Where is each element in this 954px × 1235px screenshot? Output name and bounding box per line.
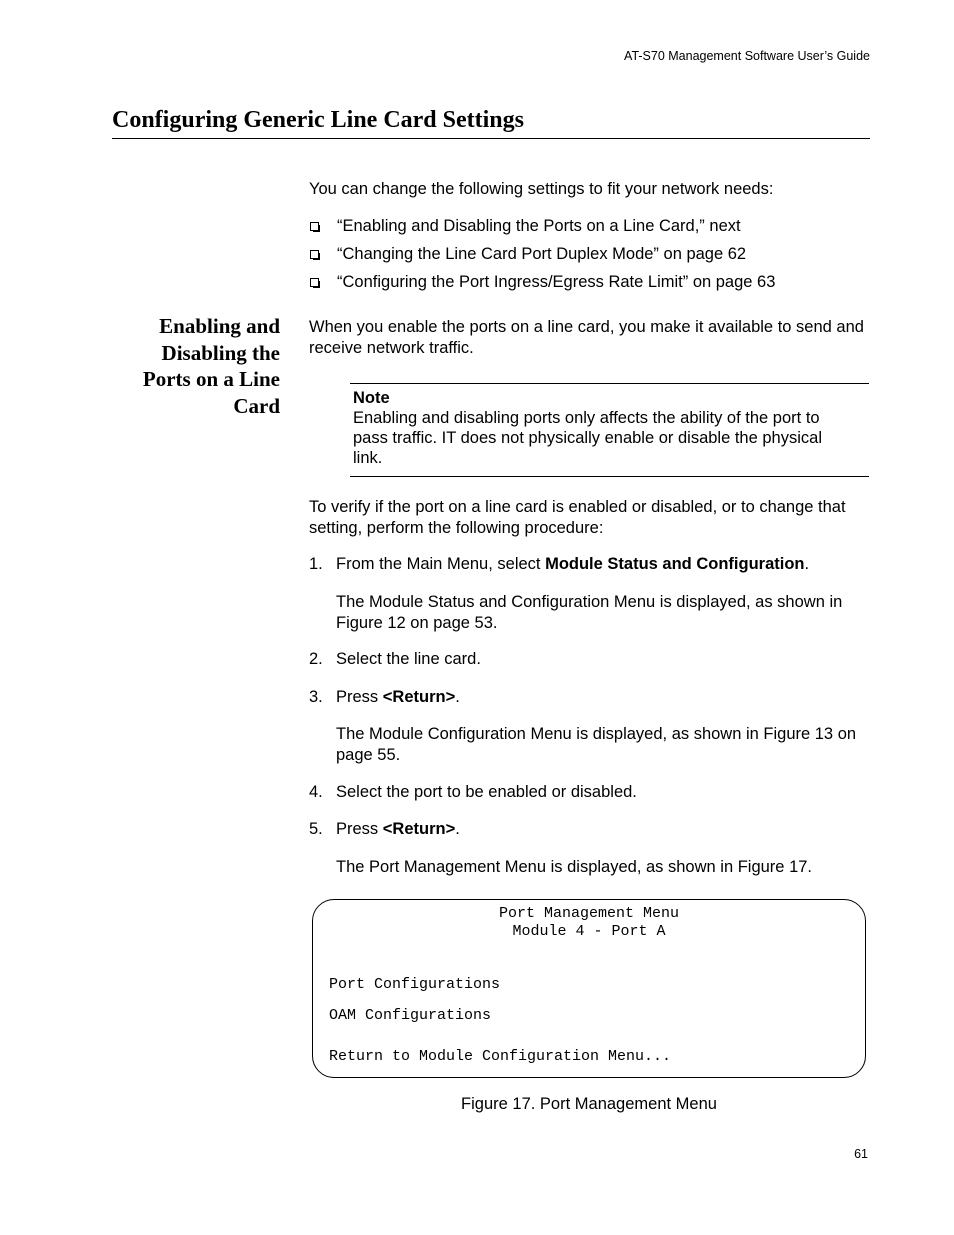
step-text-post: . <box>455 820 460 838</box>
terminal-menu-item[interactable]: Port Configurations <box>329 976 501 993</box>
note-box <box>350 383 869 477</box>
step-result: The Port Management Menu is displayed, as shown in Figure 17. <box>336 858 813 876</box>
terminal-menu-subtitle: Module 4 - Port A <box>512 923 666 940</box>
step-number: 4. <box>309 783 323 801</box>
step-text <box>336 819 869 840</box>
checkbox-bullet-icon <box>310 250 319 259</box>
checkbox-bullet-icon <box>310 222 319 231</box>
settings-list <box>309 216 869 300</box>
list-item <box>309 216 869 244</box>
xref-link-enabling[interactable]: “Enabling and Disabling the Ports on a Line Card,” next <box>337 217 741 235</box>
step-number: 3. <box>309 688 323 706</box>
heading-line: Enabling and <box>159 314 280 338</box>
step-text-pre: Press <box>336 688 383 706</box>
step-text <box>336 687 869 708</box>
heading-line: Card <box>233 393 280 418</box>
step-text: Select the line card. <box>336 650 481 668</box>
xref-link-duplex[interactable]: “Changing the Line Card Port Duplex Mode” on page 62 <box>337 245 747 263</box>
key-name: <Return> <box>382 688 456 706</box>
subsection-intro: When you enable the ports on a line card, you make it available to send and receive network traffic. <box>309 318 864 357</box>
step-text-post: . <box>455 688 460 706</box>
intro-text: You can change the following settings to fit your network needs: <box>309 180 774 198</box>
procedure-intro: To verify if the port on a line card is enabled or disabled, or to change that setting, perform the following procedure: <box>309 498 846 537</box>
step-result: The Module Status and Configuration Menu is displayed, as shown in Figure 12 on page 53. <box>336 593 843 632</box>
step-text-pre: From the Main Menu, select <box>336 555 546 573</box>
step-text: Select the port to be enabled or disabled. <box>336 783 637 801</box>
list-item <box>309 272 869 300</box>
list-item <box>309 244 869 272</box>
step-text <box>336 554 869 575</box>
step-number: 1. <box>309 555 323 573</box>
heading-line: Ports on a Line <box>142 367 280 391</box>
figure-caption: Figure 17. Port Management Menu <box>461 1095 717 1113</box>
terminal-menu-title: Port Management Menu <box>498 905 680 922</box>
subsection-heading <box>112 313 280 419</box>
running-header: AT-S70 Management Software User’s Guide <box>624 49 870 63</box>
heading-line: Disabling the <box>161 340 280 365</box>
step-number: 2. <box>309 650 323 668</box>
note-title: Note <box>353 389 390 407</box>
step-result: The Module Configuration Menu is displayed, as shown in Figure 13 on page 55. <box>336 725 857 764</box>
note-text: Enabling and disabling ports only affects the ability of the port to pass traffic. IT does not physically enable or disable the physical link. <box>353 409 822 467</box>
step-text-pre: Press <box>336 820 383 838</box>
step-text-post: . <box>804 555 810 573</box>
section-title: Configuring Generic Line Card Settings <box>112 107 870 139</box>
menu-option-name: Module Status and Configuration <box>545 555 805 573</box>
checkbox-bullet-icon <box>310 278 319 287</box>
step-number: 5. <box>309 820 323 838</box>
page-number: 61 <box>854 1147 868 1161</box>
terminal-screen-figure <box>312 899 866 1078</box>
terminal-menu-item[interactable]: Return to Module Configuration Menu... <box>329 1048 672 1065</box>
xref-link-rate-limit[interactable]: “Configuring the Port Ingress/Egress Rate Limit” on page 63 <box>337 273 776 291</box>
terminal-menu-item[interactable]: OAM Configurations <box>329 1007 492 1024</box>
key-name: <Return> <box>382 820 456 838</box>
